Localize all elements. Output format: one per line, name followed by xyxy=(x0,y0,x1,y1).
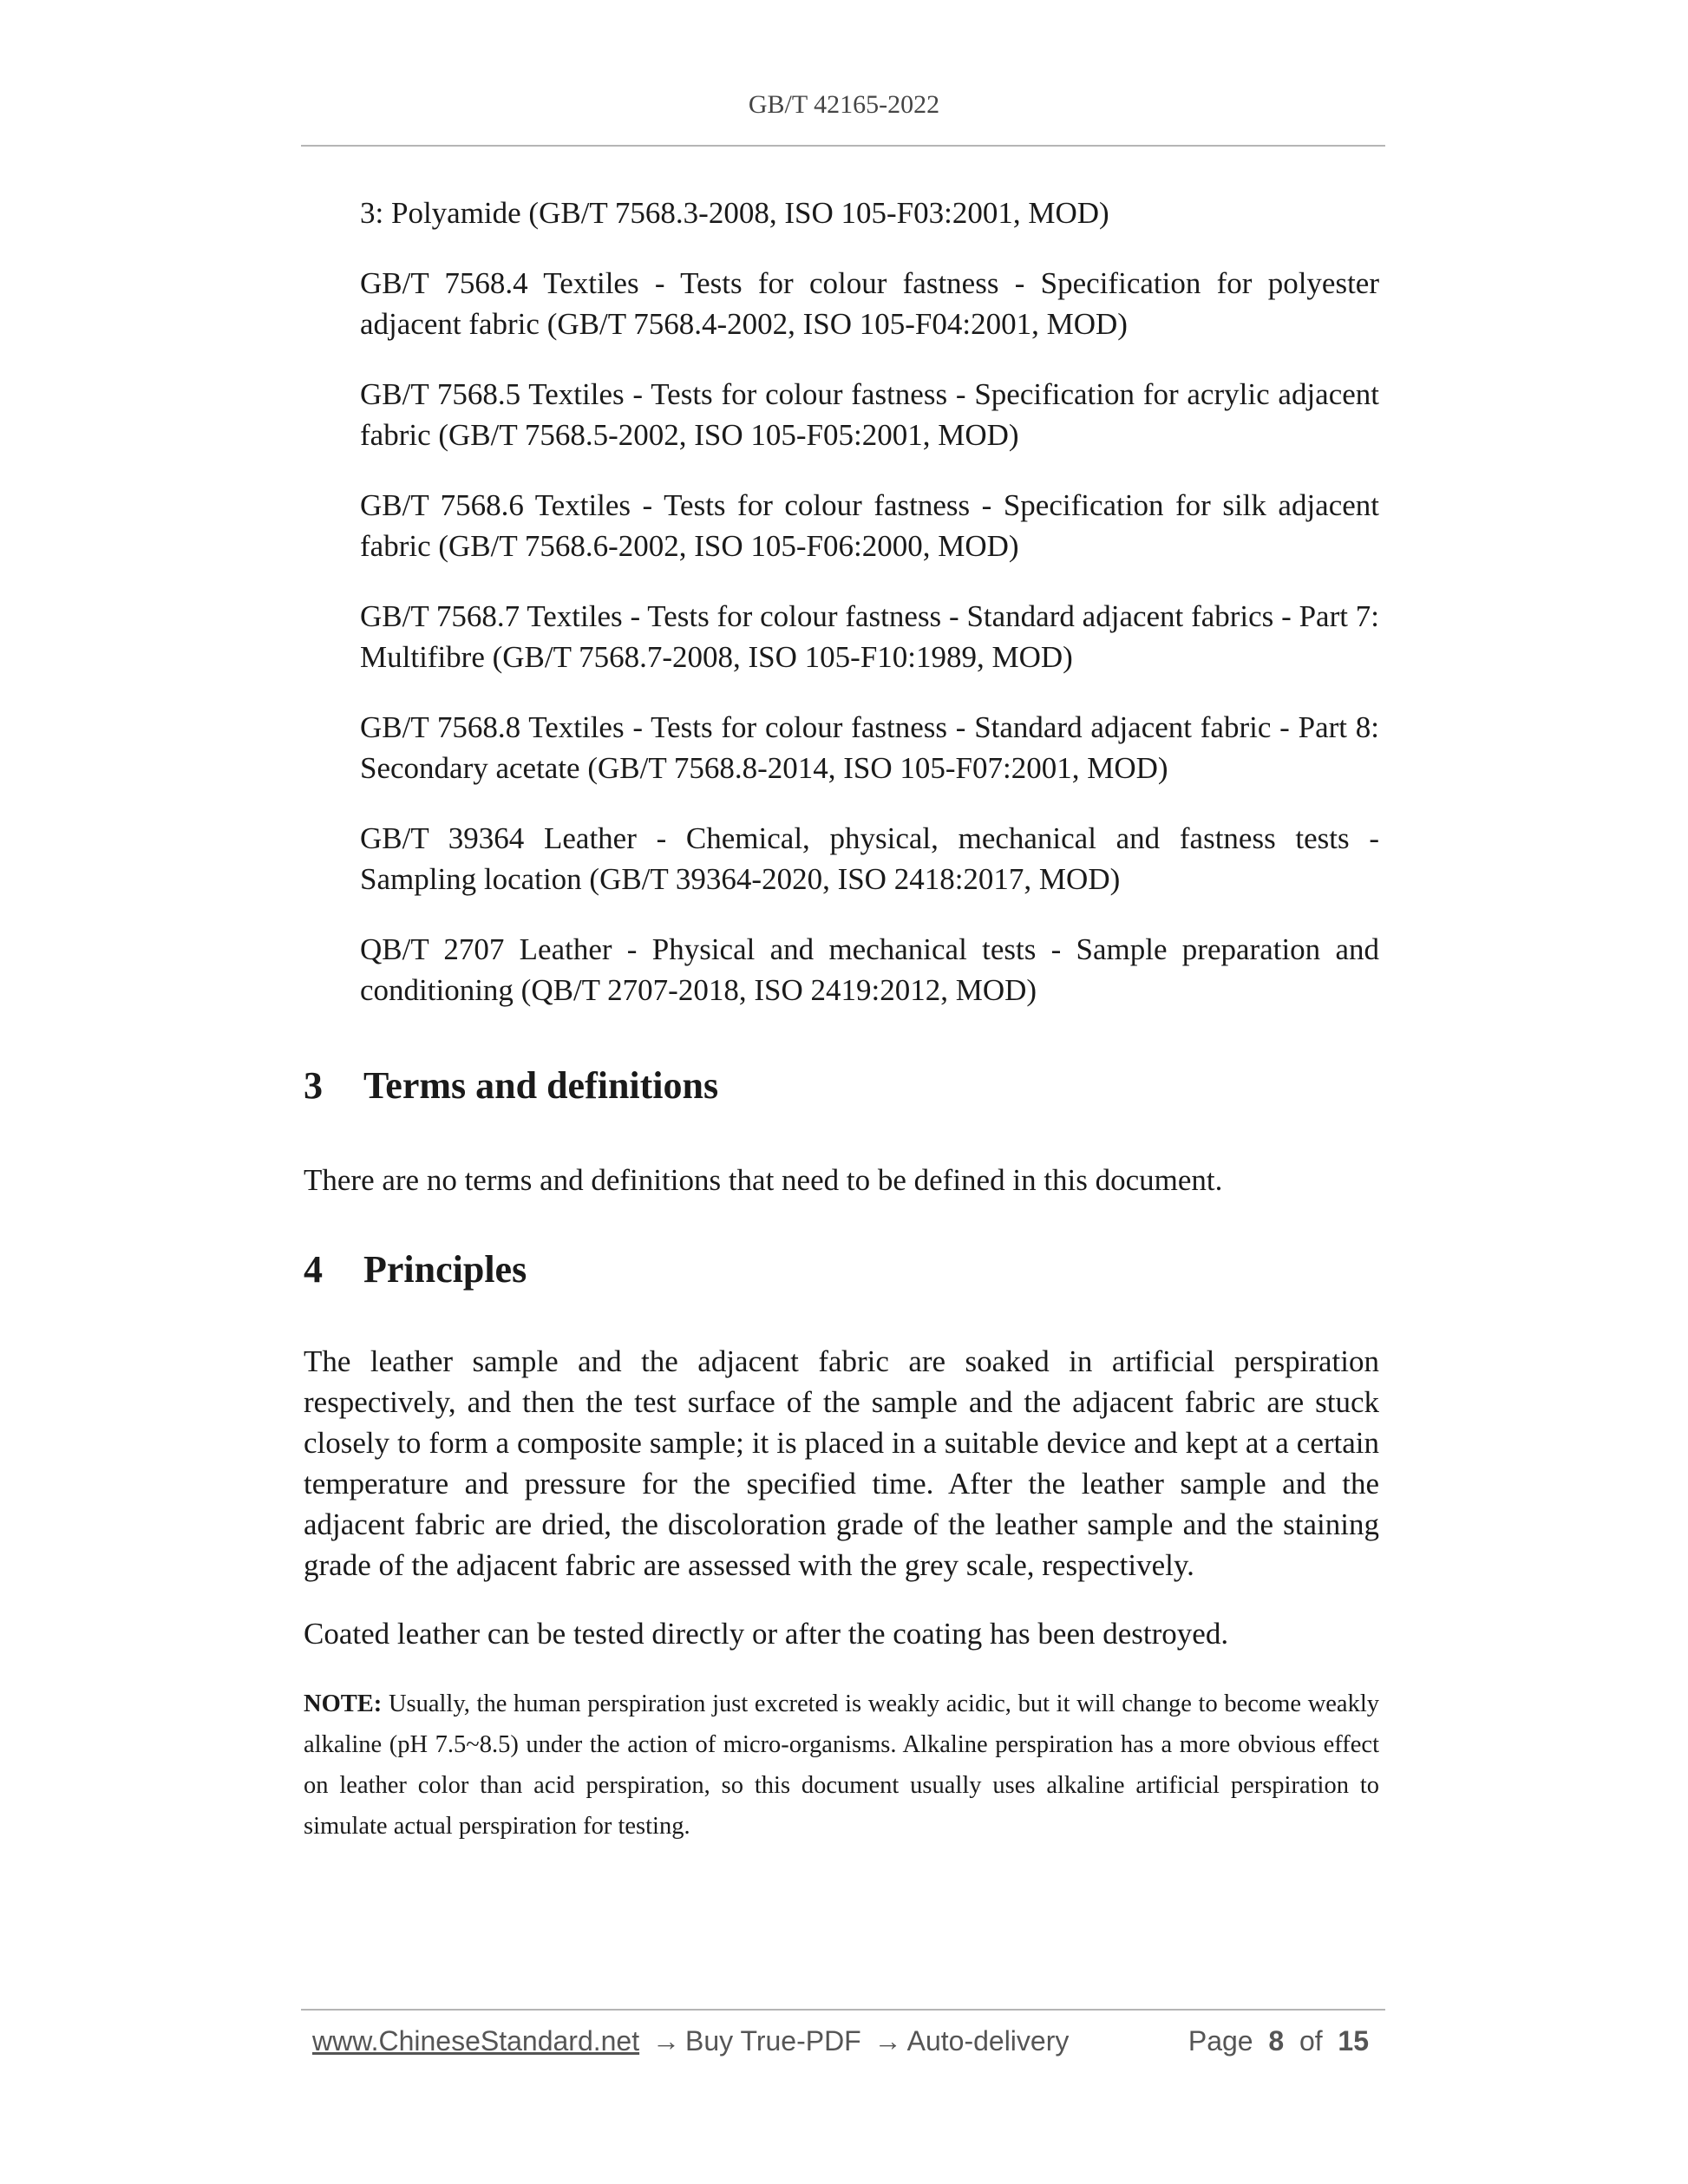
page-word: Page xyxy=(1187,2025,1253,2056)
page-number xyxy=(1188,2025,1369,2057)
header-divider xyxy=(301,145,1385,147)
page-header-title: GB/T 42165-2022 xyxy=(748,90,940,119)
section-number: 3 xyxy=(304,1064,323,1107)
normative-references-list xyxy=(360,193,1379,1040)
principles-paragraph: The leather sample and the adjacent fabric are soaked in artificial perspiration respectively, and then the test surface of the sample and the adjacent fabric are stuck closely to form a composite sample; it is placed in a suitable device and kept at a certain temperature and pressure for the specified time. After the leather sample and the adjacent fabric are dried, the discoloration grade of the leather sample and the staining grade of the adjacent fabric are assessed with the grey scale, respectively. xyxy=(304,1344,1379,1582)
total-pages: 15 xyxy=(1338,2025,1369,2056)
reference-item: QB/T 2707 Leather - Physical and mechanical tests - Sample preparation and conditioning (QB/T 2707-2018, ISO 2419:2012, MOD) xyxy=(360,932,1379,1007)
auto-delivery-text: Auto-delivery xyxy=(906,2025,1070,2056)
footer-divider xyxy=(301,2009,1385,2011)
reference-item: GB/T 7568.6 Textiles - Tests for colour fastness - Specification for silk adjacent fabric (GB/T 7568.6-2002, ISO 105-F06:2000, MOD) xyxy=(360,488,1379,563)
section-title: Terms and definitions xyxy=(363,1064,719,1107)
section-3-heading xyxy=(304,1063,718,1108)
note-paragraph xyxy=(304,1684,1379,1847)
section-number: 4 xyxy=(304,1248,323,1291)
reference-item: 3: Polyamide (GB/T 7568.3-2008, ISO 105-F03:2001, MOD) xyxy=(360,196,1109,230)
section-3-body: There are no terms and definitions that need to be defined in this document. xyxy=(304,1163,1223,1197)
reference-item: GB/T 7568.5 Textiles - Tests for colour fastness - Specification for acrylic adjacent fabric (GB/T 7568.5-2002, ISO 105-F05:2001, MOD) xyxy=(360,377,1379,452)
arrow-right-icon: → xyxy=(873,2025,902,2056)
page-footer xyxy=(312,2025,1379,2069)
section-title: Principles xyxy=(363,1248,527,1291)
of-word: of xyxy=(1299,2025,1323,2056)
reference-item: GB/T 39364 Leather - Chemical, physical, mechanical and fastness tests - Sampling location (GB/T 39364-2020, ISO 2418:2017, MOD) xyxy=(360,821,1379,896)
coated-leather-paragraph: Coated leather can be tested directly or after the coating has been destroyed. xyxy=(304,1617,1229,1651)
reference-item: GB/T 7568.7 Textiles - Tests for colour fastness - Standard adjacent fabrics - Part 7: Multifibre (GB/T 7568.7-2008, ISO 105-F10:1989, MOD) xyxy=(360,599,1379,674)
site-link[interactable]: www.ChineseStandard.net xyxy=(312,2025,640,2056)
buy-true-pdf-text: Buy True-PDF xyxy=(685,2025,861,2056)
note-text: Usually, the human perspiration just excreted is weakly acidic, but it will change to become weakly alkaline (pH 7.5~8.5) under the action of micro-organisms. Alkaline perspiration has a more obvious effect on leather color than acid perspiration, so this document usually uses alkaline artificial perspiration to simulate actual perspiration for testing. xyxy=(304,1690,1379,1840)
note-label: NOTE: xyxy=(304,1690,383,1717)
current-page: 8 xyxy=(1268,2025,1285,2056)
reference-item: GB/T 7568.8 Textiles - Tests for colour fastness - Standard adjacent fabric - Part 8: Secondary acetate (GB/T 7568.8-2014, ISO 105-F07:2001, MOD) xyxy=(360,710,1379,785)
arrow-right-icon: → xyxy=(652,2025,680,2056)
section-4-heading xyxy=(304,1247,527,1291)
reference-item: GB/T 7568.4 Textiles - Tests for colour fastness - Specification for polyester adjacent fabric (GB/T 7568.4-2002, ISO 105-F04:2001, MOD) xyxy=(360,266,1379,341)
